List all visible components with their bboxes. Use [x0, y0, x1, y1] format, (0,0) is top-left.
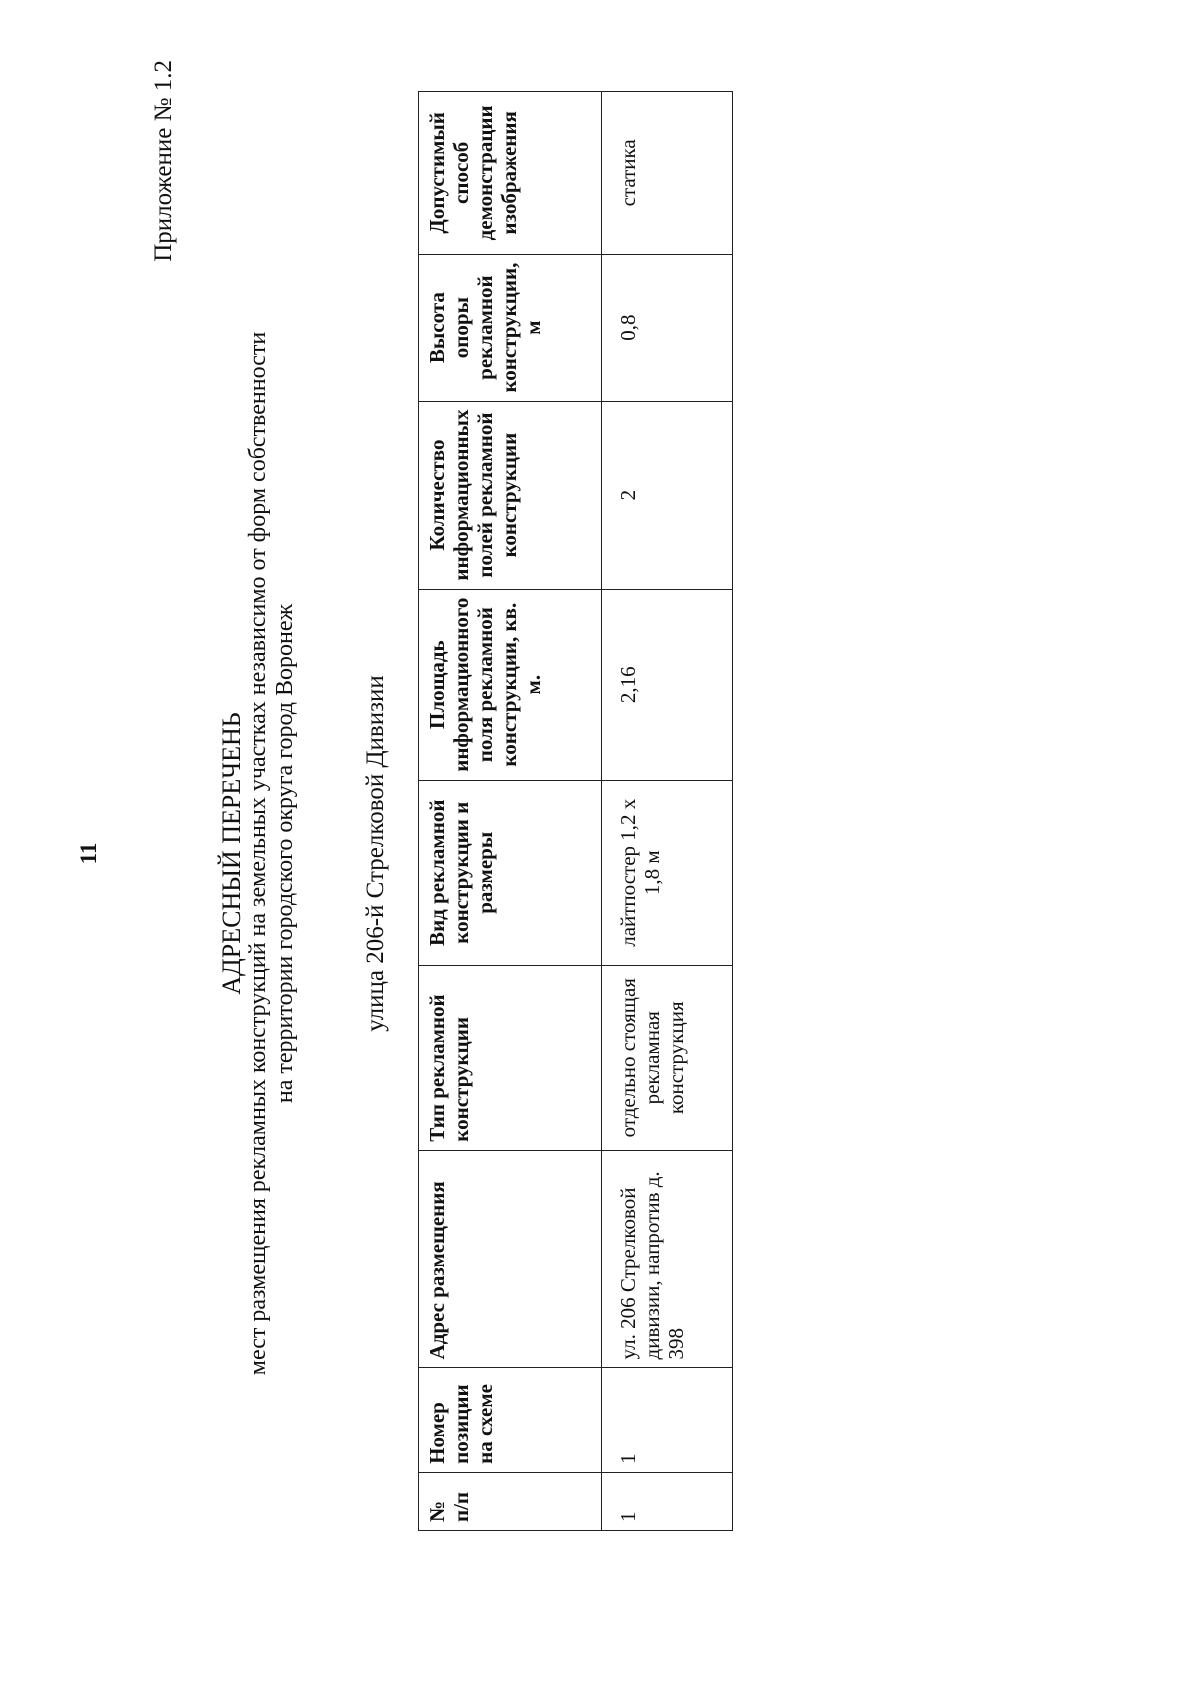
- header-construction-kind: Вид рекламной конструкции и размеры: [419, 780, 602, 965]
- header-address: Адрес размещения: [419, 1150, 602, 1368]
- address-table: [418, 91, 733, 1531]
- header-construction-type: Тип рекламной конструкции: [419, 965, 602, 1150]
- title-block: [218, 0, 299, 1707]
- appendix-label: Приложение № 1.2: [150, 60, 177, 262]
- header-scheme-position: Номер позиции на схеме: [419, 1368, 602, 1472]
- document-title: АДРЕСНЫЙ ПЕРЕЧЕНЬ: [217, 712, 246, 995]
- table-header-row: [419, 92, 602, 1531]
- header-field-area: Площадь информационного поля рекламной конструкции, кв. м.: [419, 589, 602, 780]
- header-support-height: Высота опоры рекламной конструкции, м: [419, 254, 602, 401]
- document-subtitle-line-2: на территории городского округа город Воронеж: [272, 603, 298, 1104]
- header-number: № п/п: [419, 1472, 602, 1530]
- cell-field-count: 2: [602, 401, 733, 589]
- table-row: [602, 92, 733, 1531]
- cell-address: ул. 206 Стрелковой дивизии, напротив д. 398: [602, 1150, 733, 1368]
- page-number: 11: [76, 842, 101, 865]
- cell-construction-kind: лайтпостер 1,2 х 1,8 м: [602, 780, 733, 965]
- cell-field-area: 2,16: [602, 589, 733, 780]
- header-display-method: Допустимый способ демонстрации изображения: [419, 92, 602, 255]
- document-subtitle-line-1: мест размещения рекламных конструкций на земельных участках независимо от форм собственности: [245, 331, 271, 1376]
- cell-display-method: статика: [602, 92, 733, 255]
- header-field-count: Количество информационных полей рекламной конструкции: [419, 401, 602, 589]
- cell-construction-type: отдельно стоящая рекламная конструкция: [602, 965, 733, 1150]
- cell-scheme-position: 1: [602, 1368, 733, 1472]
- street-name: улица 206-й Стрелковой Дивизии: [362, 675, 389, 1032]
- cell-number: 1: [602, 1472, 733, 1530]
- cell-support-height: 0,8: [602, 254, 733, 401]
